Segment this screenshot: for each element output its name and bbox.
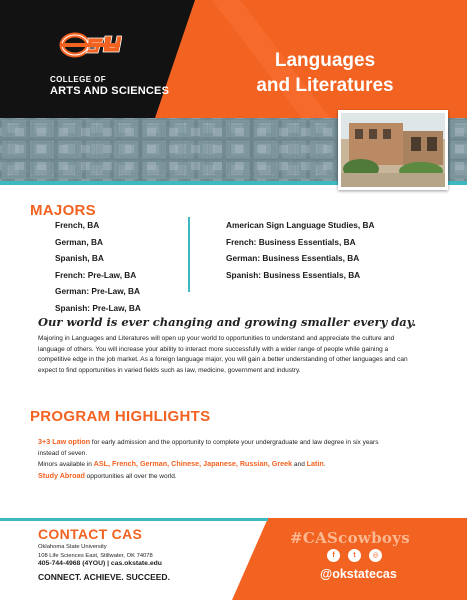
majors-list-right [226, 217, 374, 283]
instagram-icon[interactable]: ◎ [369, 549, 382, 562]
college-label-line1: COLLEGE OF [50, 75, 106, 84]
list-item: Spanish: Pre-Law, BA [55, 302, 141, 313]
footer-teal-rule [0, 518, 268, 521]
facebook-icon[interactable]: f [327, 549, 340, 562]
contact-heading: CONTACT CAS [38, 526, 143, 542]
contact-address [38, 543, 162, 569]
address-line1: Oklahoma State University [38, 544, 107, 550]
law-option-label: 3+3 Law option [38, 437, 91, 446]
list-item: German: Pre-Law, BA [55, 286, 140, 296]
list-item: German: Business Essentials, BA [226, 253, 360, 263]
majors-column-divider [188, 217, 190, 292]
minors-and: and [292, 461, 307, 468]
building-photo-image [341, 113, 445, 187]
minors-last: Latin [306, 459, 324, 468]
title-line2: and Literatures [256, 75, 394, 96]
list-item: French: Pre-Law, BA [55, 269, 137, 280]
law-option-text: for early admission and the opportunity to complete your undergraduate and law degree in six years instead of seven. [38, 439, 379, 457]
list-item: American Sign Language Studies, BA [226, 220, 375, 230]
majors-heading: MAJORS [30, 202, 96, 219]
college-label-line2: ARTS AND SCIENCES [50, 85, 170, 97]
hashtag: #CAScowboys [290, 529, 410, 547]
twitter-icon[interactable]: t [348, 549, 361, 562]
highlight-law-option [38, 437, 398, 459]
campus-building-photo [338, 110, 448, 190]
majors-list-left [55, 217, 141, 316]
program-highlights-heading: PROGRAM HIGHLIGHTS [30, 408, 211, 425]
program-highlights-body [38, 437, 398, 482]
highlight-minors [38, 459, 398, 471]
address-line2: 108 Life Sciences East, Stillwater, OK 74078 [38, 552, 153, 559]
minors-end: . [323, 461, 326, 468]
list-item: Spanish: Business Essentials, BA [226, 269, 361, 280]
study-abroad-text: opportunities all over the world. [84, 472, 177, 480]
tagline: Our world is ever changing and growing smaller every day. [38, 315, 417, 329]
highlight-study-abroad [38, 471, 398, 483]
intro-paragraph: Majoring in Languages and Literatures will open up your world to opportunities to understand and appreciate the culture and language of others. You will increase your ability to interact more successfully with a wider range of people while gaining a competitive edge in the job market. As a foreign language major, you will gain a better understanding of other languages and can expect to find opportunities in varied fields such as law, medicine, government and industry. [38, 335, 408, 374]
department-title [230, 48, 420, 98]
list-item: German, BA [55, 236, 103, 247]
social-handle[interactable]: @okstatecas [320, 567, 397, 581]
minors-languages: ASL, French, German, Chinese, Japanese, Russian, Greek [93, 459, 293, 468]
study-abroad-label: Study Abroad [38, 470, 85, 480]
title-line1: Languages [274, 50, 376, 71]
slogan: CONNECT. ACHIEVE. SUCCEED. [38, 572, 170, 582]
list-item: Spanish, BA [55, 253, 104, 263]
list-item: French: Business Essentials, BA [226, 236, 356, 247]
osu-logo [58, 30, 122, 60]
minors-prefix: Minors available in [38, 461, 94, 468]
list-item: French, BA [55, 220, 100, 230]
contact-phone-web[interactable]: 405-744-4968 (4YOU) | cas.okstate.edu [38, 560, 162, 567]
